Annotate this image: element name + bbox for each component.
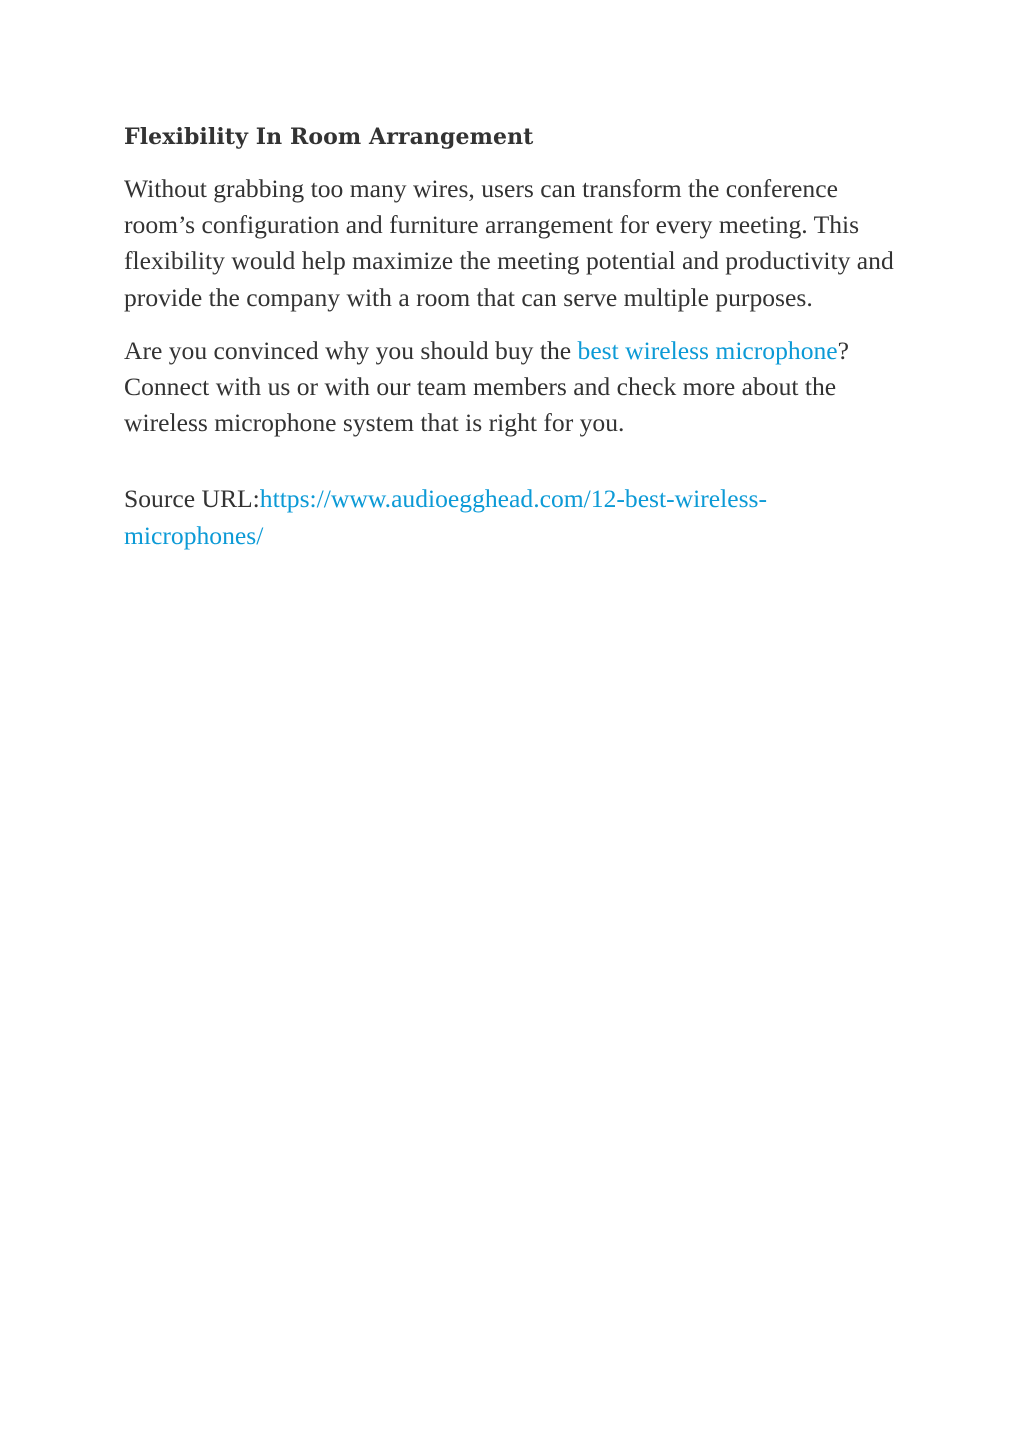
document-content [124, 122, 904, 571]
cta-text-before: Are you convinced why you should buy the [124, 335, 578, 365]
cta-text-after: ? Connect with us or with our team members and check more about the wireless microphone system that is right for you. [124, 335, 850, 438]
section-heading: Flexibility In Room Arrangement [124, 124, 534, 150]
source-url-link[interactable]: https://www.audioegghead.com/12-best-wireless-microphones/ [124, 484, 768, 550]
source-label: Source URL: [124, 484, 260, 514]
best-wireless-microphone-link[interactable]: best wireless microphone [577, 335, 838, 365]
body-paragraph: Without grabbing too many wires, users can transform the conference room’s configuration and furniture arrangement for every meeting. This flexibility would help maximize the meeting potential and productivity and provide the company with a room that can serve multiple purposes. [124, 174, 894, 312]
call-to-action-paragraph [124, 333, 904, 442]
source-line [124, 481, 904, 553]
